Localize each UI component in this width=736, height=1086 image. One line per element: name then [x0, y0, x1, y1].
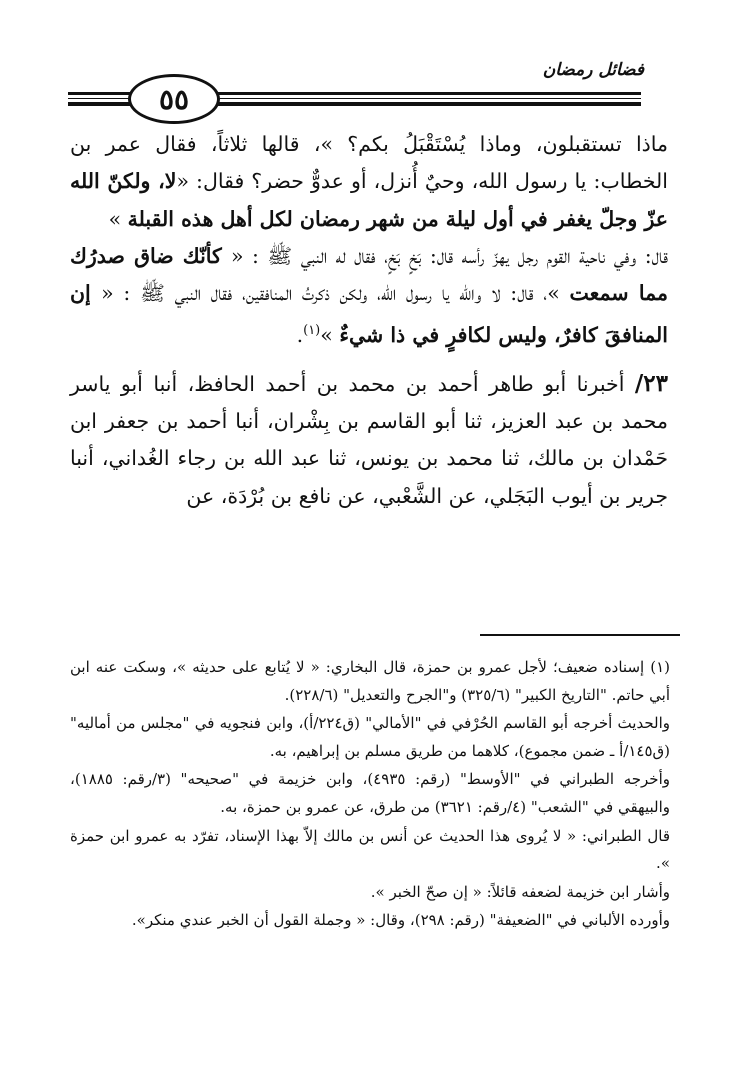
running-title: فضائل رمضان: [542, 60, 644, 80]
main-text: [70, 126, 668, 515]
text-run-bold: لا، ولكنّ الله عزّ وجلّ يغفر في أول ليلة من شهر رمضان لكل أهل هذه القبلة: [70, 169, 668, 231]
footnote-separator: [480, 634, 680, 636]
page-number: ٥٥: [128, 74, 220, 124]
text-run: »: [320, 323, 340, 348]
footnote-reference: (١): [303, 323, 321, 339]
text-run: أخبرنا أبو طاهر أحمد بن محمد بن أحمد الحافظ، أنبا أبو ياسر محمد بن عبد العزيز، ثنا أبو القاسم بن بِشْران، أنبا أحمد بن جعفر ابن حَمْدان بن مالك، ثنا محمد بن يونس، ثنا عبد الله بن رجاء الغُداني، أنبا جرير بن أيوب البَجَلي، عن الشَّعْبي، عن نافع بن بُرْدَة، عن: [70, 371, 668, 508]
text-run: .: [296, 323, 304, 348]
paragraph: [70, 365, 668, 515]
text-run-bold: كأنّك ضاق صدرُك مما سمعت: [70, 243, 669, 306]
footnotes: [70, 654, 670, 936]
footnote: وأخرجه الطبراني في "الأوسط" (رقم: ٤٩٣٥)، وابن خزيمة في "صحيحه" (٣/رقم: ١٨٨٥)، والبيهقي في "الشعب" (٤/رقم: ٣٦٢١) من طرق، عن عمرو بن حمزة، به.: [70, 770, 670, 816]
hadith-number: ٢٣/: [634, 369, 668, 397]
footnote: (١) إسناده ضعيف؛ لأجل عمرو بن حمزة، قال البخاري: « لا يُتابع على حديثه »، وسكت عنه ابن أبي حاتم. "التاريخ الكبير" (٣٢٥/٦) و"الجرح والتعديل" (٢٢٨/٦).: [70, 658, 670, 704]
text-run-bold: إن المنافقَ كافرٌ، وليس لكافرٍ في ذا شيءٌ: [70, 281, 668, 348]
text-run: قال: وفي ناحية القوم رجل يهزّ رأسه قال: بَخٍ بَخٍ، فقال له النبي ﷺ : «: [230, 243, 668, 268]
footnote: وأشار ابن خزيمة لضعفه قائلاً: « إن صحّ الخبر ».: [370, 882, 670, 901]
text-run: ماذا تستقبلون، وماذا يُسْتَقْبَلُ بكم؟ »، قالها ثلاثاً، فقال عمر بن الخطاب: يا رسول الله، وحيٌ أُنزل، أو عدوٌّ حضر؟ فقال: «: [70, 132, 669, 194]
paragraph: [70, 238, 668, 355]
text-run: »، قال: لا والله يا رسول الله، ولكن ذكرتُ المنافقين، فقال النبي ﷺ : «: [101, 281, 570, 306]
footnote: وأورده الألباني في "الضعيفة" (رقم: ٢٩٨)، وقال: « وجملة القول أن الخبر عندي منكر».: [131, 911, 670, 930]
footnote: والحديث أخرجه أبو القاسم الحُرْفي في "الأمالي" (ق٢٢٤/أ)، وابن فنجويه في "مجلس من أماليه" (ق١٤٥/أ ـ ضمن مجموع)، كلاهما من طريق مسلم بن إبراهيم، به.: [70, 714, 670, 760]
paragraph: [70, 126, 668, 238]
text-run: »: [108, 206, 128, 231]
footnote: قال الطبراني: « لا يُروى هذا الحديث عن أنس بن مالك إلاّ بهذا الإسناد، تفرّد به عمرو ابن حمزة ».: [70, 826, 670, 873]
